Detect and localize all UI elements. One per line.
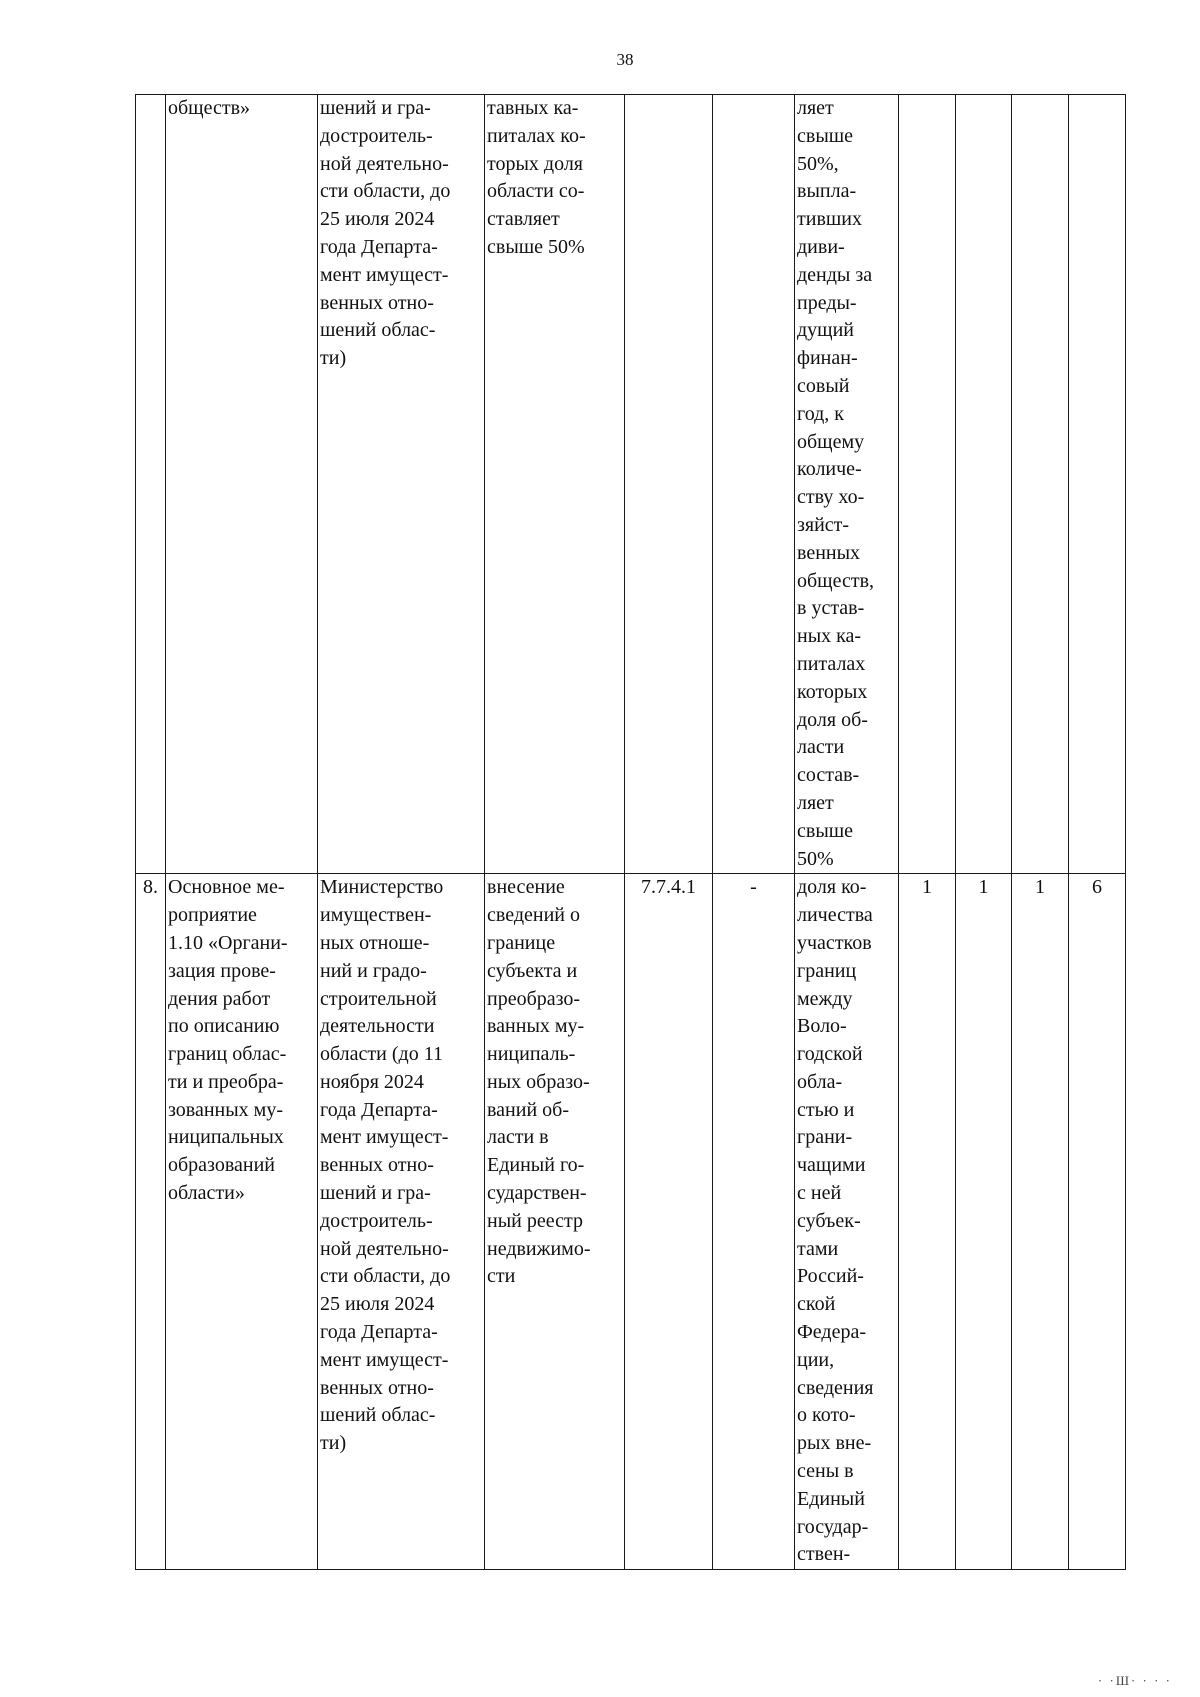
cell-dash (713, 95, 795, 874)
text-line: образований (168, 1154, 276, 1177)
text-line: зация прове- (168, 959, 276, 982)
text-line: года Департа- (320, 1098, 438, 1121)
cell-value-2: 1 (956, 874, 1012, 1570)
cell-code: 7.7.4.1 (625, 874, 713, 1570)
text-line: деятельности (320, 1015, 435, 1038)
cell-event-name (166, 95, 318, 874)
text-line: достроитель- (320, 124, 433, 147)
table-row (136, 95, 1126, 874)
text-line: года Департа- (320, 1321, 438, 1344)
text-line: доля об- (797, 708, 868, 731)
text-line: преобразо- (487, 987, 581, 1010)
cell-result (485, 874, 625, 1570)
text-line: мент имущест- (320, 1126, 449, 1149)
text-line: шений облас- (320, 319, 436, 342)
text-line: участков (797, 931, 872, 954)
page-number: 38 (616, 50, 634, 69)
text-line: ти и преобра- (168, 1070, 284, 1093)
cell-indicator (795, 874, 899, 1570)
text-line: сведений о (487, 904, 580, 927)
text-line: шений и гра- (320, 97, 431, 119)
text-line: тивших (797, 208, 862, 231)
text-line: ласти (797, 736, 845, 759)
text-line: недвижимо- (487, 1237, 591, 1260)
text-line: совый (797, 374, 850, 397)
text-line: 50%, (797, 152, 839, 175)
text-line: тавных ка- (487, 97, 579, 119)
text-line: свыше 50% (487, 235, 585, 258)
cell-value-3: 1 (1012, 874, 1069, 1570)
text-line: обществ» (168, 97, 251, 119)
text-line: с ней (797, 1182, 842, 1205)
text-line: ной деятельно- (320, 152, 449, 175)
text-line: ний и градо- (320, 959, 427, 982)
text-line: обществ, (797, 569, 875, 592)
cell-value-2 (956, 95, 1012, 874)
text-line: области» (168, 1182, 245, 1205)
text-line: ваний об- (487, 1098, 570, 1121)
text-line: преды- (797, 291, 857, 314)
text-line: ляет (797, 791, 834, 814)
text-line: сведения (797, 1376, 874, 1399)
text-line: границе (487, 931, 556, 954)
cell-number (136, 95, 166, 874)
text-line: ный реестр (487, 1209, 583, 1232)
text-line: о кото- (797, 1404, 856, 1427)
text-line: питалах (797, 652, 866, 675)
text-line: Основное ме- (168, 876, 285, 899)
text-line: зяйст- (797, 513, 850, 536)
text-line: 25 июля 2024 (320, 1293, 435, 1316)
text-line: области (до 11 (320, 1043, 443, 1066)
text-line: строительной (320, 987, 437, 1010)
text-line: дения работ (168, 987, 271, 1010)
text-line: венных отно- (320, 1154, 434, 1177)
cell-code (625, 95, 713, 874)
text-line: ванных му- (487, 1015, 585, 1038)
text-line: год, к (797, 402, 845, 425)
text-line: дущий (797, 319, 854, 342)
text-line: венных отно- (320, 291, 434, 314)
text-line: ных образо- (487, 1070, 590, 1093)
text-line: ти) (320, 347, 347, 370)
text-line: Федера- (797, 1321, 867, 1344)
text-line: ставляет (487, 208, 560, 231)
text-line: сены в (797, 1460, 854, 1483)
text-line: 50% (797, 847, 834, 870)
text-line: в устав- (797, 597, 865, 620)
text-line: личества (797, 904, 873, 927)
text-line: мент имущест- (320, 263, 449, 286)
text-line: Единый (797, 1487, 865, 1510)
text-line: свыше (797, 124, 854, 147)
text-line: 25 июля 2024 (320, 208, 435, 231)
text-line: сти (487, 1265, 516, 1288)
text-line: венных (797, 541, 861, 564)
text-line: роприятие (168, 904, 257, 927)
cell-value-4: 6 (1069, 874, 1126, 1570)
text-line: сударствен- (487, 1182, 587, 1205)
cell-indicator (795, 95, 899, 874)
text-line: ниципаль- (487, 1043, 576, 1066)
text-line: сти области, до (320, 1265, 451, 1288)
text-line: тами (797, 1237, 839, 1260)
text-line: ниципальных (168, 1126, 284, 1149)
text-line: чащими (797, 1154, 866, 1177)
text-line: года Департа- (320, 235, 438, 258)
text-line: обла- (797, 1070, 843, 1093)
text-line: мент имущест- (320, 1348, 449, 1371)
text-line: свыше (797, 819, 854, 842)
text-line: Министерство (320, 876, 444, 899)
text-line: ных ка- (797, 625, 862, 648)
text-line: субъекта и (487, 959, 578, 982)
text-line: государ- (797, 1515, 869, 1538)
text-line: зованных му- (168, 1098, 283, 1121)
cell-event-name (166, 874, 318, 1570)
text-line: Россий- (797, 1265, 864, 1288)
text-line: 1.10 «Органи- (168, 931, 288, 954)
cell-result (485, 95, 625, 874)
cell-value-1: 1 (899, 874, 956, 1570)
cell-value-1 (899, 95, 956, 874)
text-line: грани- (797, 1126, 853, 1149)
text-line: между (797, 987, 853, 1010)
table-body (136, 95, 1126, 1570)
text-line: области со- (487, 180, 585, 203)
text-line: по описанию (168, 1015, 280, 1038)
cell-value-3 (1012, 95, 1069, 874)
text-line: ти) (320, 1432, 347, 1455)
text-line: состав- (797, 764, 860, 787)
text-line: шений и гра- (320, 1182, 431, 1205)
text-line: достроитель- (320, 1209, 433, 1232)
table-row (136, 874, 1126, 1570)
text-line: денды за (797, 263, 873, 286)
text-line: диви- (797, 235, 845, 258)
cell-number: 8. (136, 874, 166, 1570)
text-line: шений облас- (320, 1404, 436, 1427)
cell-value-4 (1069, 95, 1126, 874)
text-line: финан- (797, 347, 858, 370)
text-line: Единый го- (487, 1154, 585, 1177)
text-line: рых вне- (797, 1432, 872, 1455)
cell-executor (318, 874, 485, 1570)
text-line: ласти в (487, 1126, 549, 1149)
text-line: которых (797, 680, 868, 703)
text-line: Воло- (797, 1015, 847, 1038)
cell-executor (318, 95, 485, 874)
text-line: границ облас- (168, 1043, 287, 1066)
text-line: ляет (797, 97, 834, 119)
text-line: стью и (797, 1098, 855, 1121)
text-line: имуществен- (320, 904, 432, 927)
text-line: ству хо- (797, 486, 865, 509)
text-line: ции, (797, 1348, 835, 1371)
text-line: венных отно- (320, 1376, 434, 1399)
text-line: ствен- (797, 1543, 851, 1566)
text-line: выпла- (797, 180, 857, 203)
text-line: ской (797, 1293, 836, 1316)
program-table (135, 94, 1126, 1570)
text-line: годской (797, 1043, 863, 1066)
text-line: количе- (797, 458, 862, 481)
text-line: торых доля (487, 152, 584, 175)
cell-dash: - (713, 874, 795, 1570)
text-line: ноября 2024 (320, 1070, 424, 1093)
text-line: питалах ко- (487, 124, 586, 147)
scan-mark: · ·Ш· · · · (1097, 1673, 1172, 1688)
text-line: общему (797, 430, 865, 453)
text-line: субъек- (797, 1209, 861, 1232)
text-line: границ (797, 959, 857, 982)
text-line: ной деятельно- (320, 1237, 449, 1260)
text-line: ных отноше- (320, 931, 430, 954)
text-line: доля ко- (797, 876, 867, 899)
text-line: внесение (487, 876, 565, 899)
text-line: сти области, до (320, 180, 451, 203)
